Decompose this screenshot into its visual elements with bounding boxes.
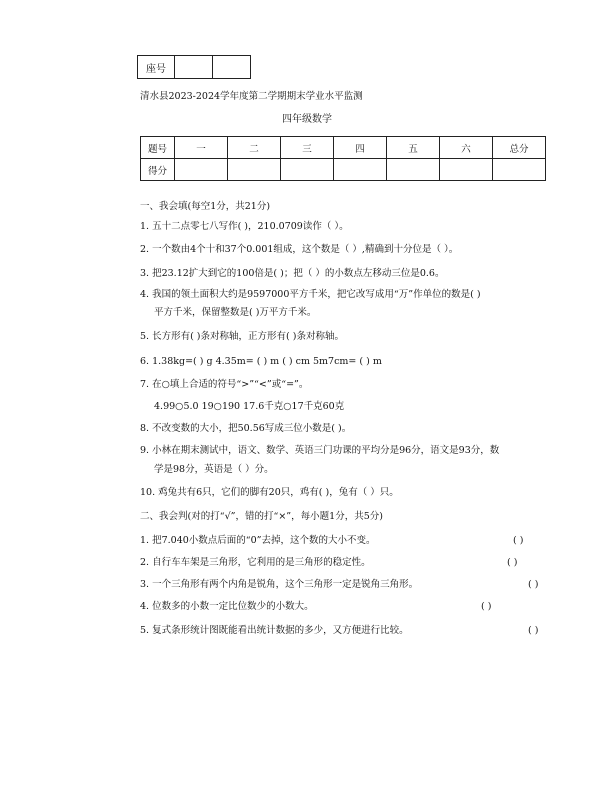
score-cell[interactable]	[440, 159, 493, 181]
seat-number-label: 座号	[138, 56, 175, 79]
column-header: 六	[440, 137, 493, 159]
question-item-continued: 学是98分，英语是（ ）分。	[154, 464, 274, 475]
seat-number-table	[137, 55, 251, 79]
question-item-continued: 平方千米，保留整数是( )万平方千米。	[154, 307, 317, 318]
score-cell[interactable]	[281, 159, 334, 181]
score-table	[140, 136, 546, 181]
score-cell[interactable]	[228, 159, 281, 181]
column-header: 总分	[493, 137, 546, 159]
column-header: 一	[175, 137, 228, 159]
question-item: 8. 不改变数的大小，把50.56写成三位小数是( )。	[140, 423, 352, 434]
seat-number-box[interactable]	[175, 56, 213, 79]
question-item: 7. 在○填上合适的符号“>”“<”或“=”。	[140, 379, 309, 390]
judge-answer-box[interactable]: ( )	[481, 601, 492, 612]
question-item: 6. 1.38kg=( ) g 4.35m= ( ) m ( ) cm 5m7cm= ( ) m	[140, 356, 382, 367]
score-label: 得分	[141, 159, 175, 181]
judge-item-text: 4. 位数多的小数一定比位数少的小数大。	[140, 601, 314, 612]
question-item: 2. 一个数由4个十和37个0.001组成，这个数是（ ）,精确到十分位是（ ）。	[140, 244, 459, 255]
exam-subtitle: 四年级数学	[282, 114, 332, 125]
score-cell[interactable]	[334, 159, 387, 181]
judge-item-text: 2. 自行车车架是三角形，它利用的是三角形的稳定性。	[140, 557, 371, 568]
seat-number-box[interactable]	[213, 56, 251, 79]
score-cell[interactable]	[493, 159, 546, 181]
judge-item-text: 3. 一个三角形有两个内角是锐角，这个三角形一定是锐角三角形。	[140, 579, 419, 590]
exam-title: 清水县2023-2024学年度第二学期期末学业水平监测	[140, 91, 363, 102]
question-number-row	[141, 137, 546, 159]
question-item: 9. 小林在期末测试中，语文、数学、英语三门功课的平均分是96分，语文是93分，数	[140, 445, 500, 456]
column-header: 四	[334, 137, 387, 159]
question-item: 1. 五十二点零七八写作( )，210.0709读作（ ）。	[140, 221, 349, 232]
column-header: 五	[387, 137, 440, 159]
score-row	[141, 159, 546, 181]
judge-answer-box[interactable]: ( )	[507, 557, 518, 568]
section1-heading: 一、我会填(每空1分，共21分)	[140, 201, 271, 212]
question-item: 5. 长方形有( )条对称轴，正方形有( )条对称轴。	[140, 331, 344, 342]
question-number-label: 题号	[141, 137, 175, 159]
question-item: 4. 我国的领土面积大约是9597000平方千米，把它改写成用“万”作单位的数是( )	[140, 289, 481, 300]
column-header: 三	[281, 137, 334, 159]
judge-item-text: 5. 复式条形统计图既能看出统计数据的多少，又方便进行比较。	[140, 625, 409, 636]
judge-answer-box[interactable]: ( )	[528, 625, 539, 636]
comparison-row: 4.99○5.0 19○190 17.6千克○17千克60克	[154, 401, 345, 412]
column-header: 二	[228, 137, 281, 159]
question-item: 3. 把23.12扩大到它的100倍是( )；把（ ）的小数点左移动三位是0.6。	[140, 268, 445, 279]
section2-heading: 二、我会判(对的打“√”，错的打“×”，每小题1分，共5分)	[140, 511, 383, 522]
score-cell[interactable]	[175, 159, 228, 181]
judge-item-text: 1. 把7.040小数点后面的“0”去掉，这个数的大小不变。	[140, 535, 376, 546]
score-cell[interactable]	[387, 159, 440, 181]
judge-answer-box[interactable]: ( )	[513, 535, 524, 546]
judge-answer-box[interactable]: ( )	[528, 579, 539, 590]
question-item: 10. 鸡兔共有6只，它们的脚有20只，鸡有( )，兔有（ ）只。	[140, 487, 399, 498]
